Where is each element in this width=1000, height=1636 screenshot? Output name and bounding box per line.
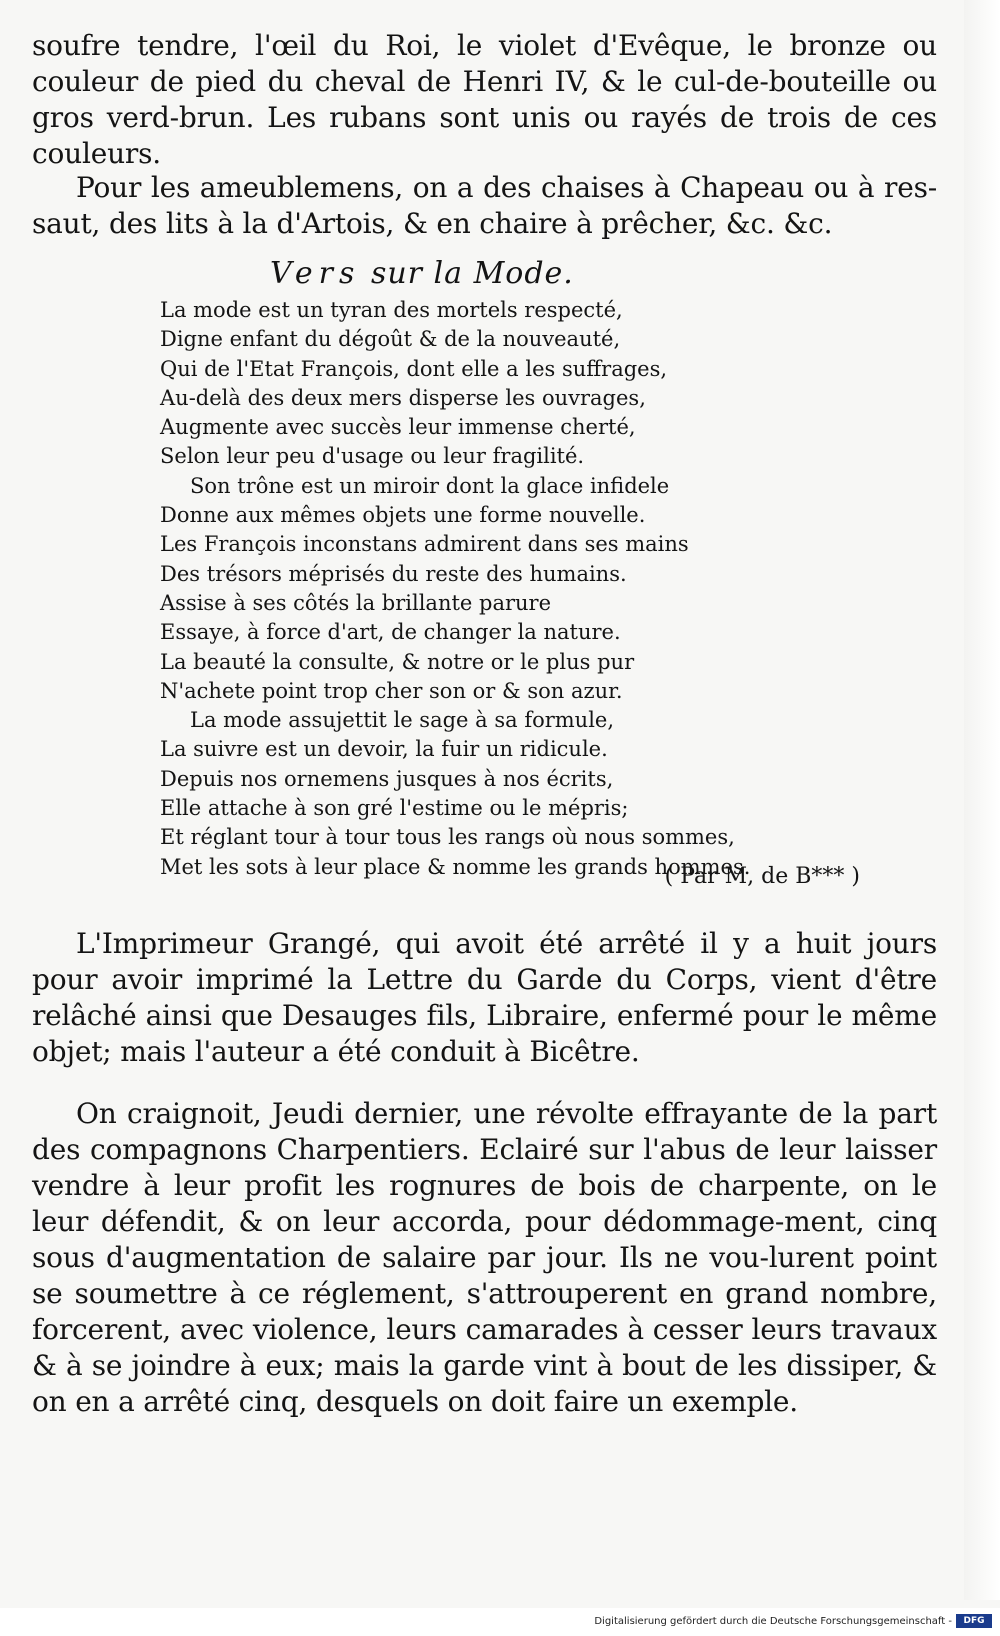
poem-line: La beauté la consulte, & notre or le plus pur bbox=[160, 649, 635, 674]
dfg-logo: DFG bbox=[956, 1614, 992, 1628]
poem-attribution: ( Par M, de B*** ) bbox=[664, 864, 860, 889]
poem-line: Elle attache à son gré l'estime ou le mépris; bbox=[160, 796, 629, 821]
poem-line: Les François inconstans admirent dans ses mains bbox=[160, 532, 689, 557]
poem-line: Selon leur peu d'usage ou leur fragilité. bbox=[160, 444, 585, 469]
poem-line: Depuis nos ornemens jusques à nos écrits, bbox=[160, 766, 614, 791]
paragraph-colors bbox=[32, 28, 937, 172]
poem-line: Augmente avec succès leur immense cherté, bbox=[160, 415, 636, 440]
paragraph-carpenters bbox=[32, 1096, 937, 1420]
poem-line: Et réglant tour à tour tous les rangs où nous sommes, bbox=[160, 825, 735, 850]
poem-body bbox=[160, 296, 880, 882]
poem-title bbox=[270, 256, 710, 291]
paragraph-2: Pour les ameublemens, on a des chaises à Chapeau ou à res-saut, des lits à la d'Artois, & en chaire à prêcher, &c. &c. bbox=[32, 171, 937, 240]
poem-line: La mode assujettit le sage à sa formule, bbox=[190, 708, 615, 733]
paragraph-printer bbox=[32, 926, 937, 1070]
poem-line: Met les sots à leur place & nomme les grands hommes. bbox=[160, 854, 751, 879]
poem-line: Son trône est un miroir dont la glace infidele bbox=[190, 473, 670, 498]
paragraph-3: L'Imprimeur Grangé, qui avoit été arrêté il y a huit jours pour avoir imprimé la Lettre du Garde du Corps, vient d'être relâché ainsi que Desauges fils, Libraire, enfermé pour le même objet; mais l'auteur a été conduit à Bicêtre. bbox=[32, 927, 937, 1068]
poem-line: Essaye, à force d'art, de changer la nature. bbox=[160, 620, 621, 645]
poem-line: Assise à ses côtés la brillante parure bbox=[160, 590, 552, 615]
poem-title-rest: sur la Mode. bbox=[370, 256, 574, 291]
footer-credit: Digitalisierung gefördert durch die Deutsche Forschungsgemeinschaft - bbox=[594, 1616, 952, 1627]
poem-line: Au-delà des deux mers disperse les ouvrages, bbox=[160, 385, 646, 410]
paragraph-furniture bbox=[32, 170, 937, 242]
page-edge bbox=[964, 0, 1000, 1600]
poem-line: N'achete point trop cher son or & son azur. bbox=[160, 678, 623, 703]
poem-line: La mode est un tyran des mortels respecté, bbox=[160, 298, 623, 322]
paragraph-4: On craignoit, Jeudi dernier, une révolte effrayante de la part des compagnons Charpentiers. Eclairé sur l'abus de leur laisser vendre à leur profit les rognures de bois de charpente, on le leur défendit, & on leur accorda, pour dédommage-ment, cinq sous d'augmentation de salaire par jour. Ils ne vou-lurent point se soumettre à ce réglement, s'attrouperent en grand nombre, forcerent, avec violence, leurs camarades à cesser leurs travaux & à se joindre à eux; mais la garde vint à bout de les dissiper, & on en a arrêté cinq, desquels on doit faire un exemple. bbox=[32, 1097, 937, 1418]
digitization-footer bbox=[0, 1608, 1000, 1636]
paragraph-1: soufre tendre, l'œil du Roi, le violet d'Evêque, le bronze ou couleur de pied du cheval de Henri IV, & le cul-de-bouteille ou gros verd-brun. Les rubans sont unis ou rayés de trois de ces couleurs. bbox=[32, 29, 937, 170]
poem-line: Digne enfant du dégoût & de la nouveauté, bbox=[160, 327, 621, 352]
poem-line: Donne aux mêmes objets une forme nouvelle. bbox=[160, 503, 646, 528]
poem-line: Des trésors méprisés du reste des humains. bbox=[160, 561, 627, 586]
poem-title-smallcaps: Vers bbox=[270, 256, 361, 291]
poem-line: Qui de l'Etat François, dont elle a les suffrages, bbox=[160, 356, 668, 381]
poem-line: La suivre est un devoir, la fuir un ridicule. bbox=[160, 737, 608, 762]
